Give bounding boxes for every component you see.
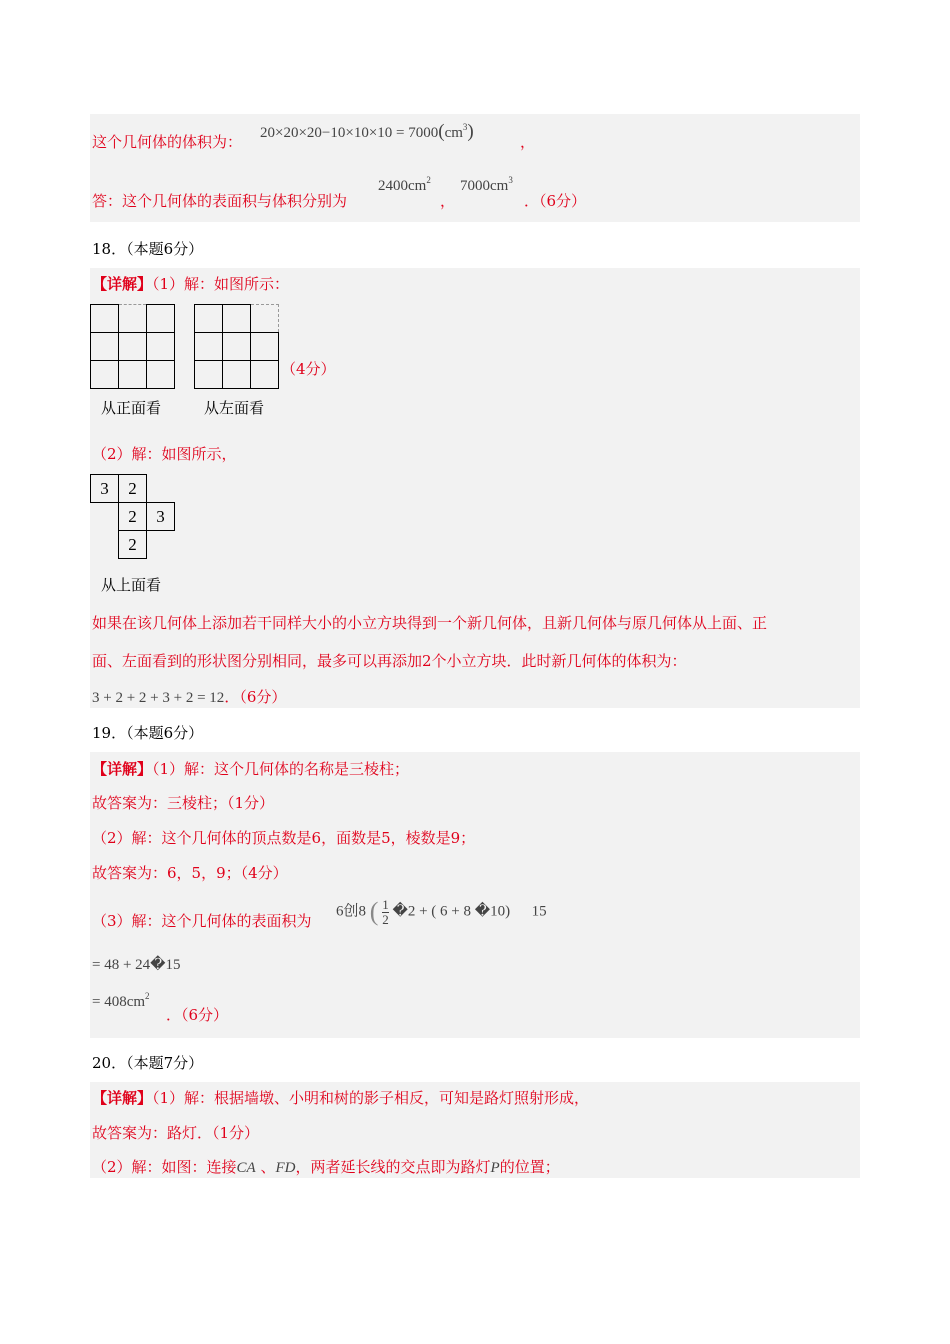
top-view-cell: 2 — [119, 475, 147, 503]
q19-part2: （2）解：这个几何体的顶点数是6，面数是5，棱数是9； — [92, 829, 476, 847]
q17-answer-label: 答：这个几何体的表面积与体积分别为 — [92, 192, 348, 210]
q19-area-step2: = 48 + 24�15 — [92, 957, 181, 973]
q19-area-expression: 6创8 ( $\frac{1}{2}$ �2 + ( 6 + 8 �10) 15 — [336, 896, 547, 927]
top-view-cell: 2 — [119, 531, 147, 559]
q18-text-line2: 面、左面看到的形状图分别相同，最多可以再添加2个小立方块．此时新几何体的体积为： — [92, 652, 687, 670]
q18-part1-score: （4分） — [281, 360, 336, 378]
q18-heading: 18．（本题6分） — [92, 240, 204, 258]
top-view-cell: 3 — [91, 475, 119, 503]
q17-area-value: $2400cm^2$ — [378, 175, 431, 194]
q20-part1 — [92, 1087, 589, 1108]
q18-detail-tag: 【详解】 — [92, 275, 153, 293]
q19-heading: 19．（本题6分） — [92, 724, 204, 742]
q19-answer2: 故答案为：6，5，9；（4分） — [92, 864, 288, 882]
q20-part1-text: （1）解：根据墙墩、小明和树的影子相反，可知是路灯照射形成， — [152, 1089, 590, 1107]
q17-volume-value: $7000cm^3$ — [460, 175, 513, 194]
left-view-caption: 从左面看 — [204, 399, 265, 417]
q19-part1-text: （1）解：这个几何体的名称是三棱柱； — [152, 760, 410, 778]
q18-text-line1: 如果在该几何体上添加若干同样大小的小立方块得到一个新几何体，且新几何体与原几何体从上面、正 — [92, 614, 768, 632]
q20-detail-tag: 【详解】 — [92, 1089, 153, 1107]
q19-part1 — [92, 758, 409, 779]
top-view-cell: 2 — [119, 503, 147, 531]
q19-score: ．（6分） — [166, 1006, 229, 1024]
q18-part1 — [92, 273, 289, 294]
q18-part2: （2）解：如图所示， — [92, 445, 237, 463]
top-view-grid — [90, 474, 175, 559]
top-view-cell: 3 — [147, 503, 175, 531]
q19-answer1: 故答案为：三棱柱；（1分） — [92, 794, 275, 812]
q17-volume-label: 这个几何体的体积为： — [92, 133, 243, 151]
q17-volume-expression: $20\times 20\times 20-10\times 10\times 10 = 7000(cm^3)$ — [260, 121, 474, 142]
front-view-grid — [90, 304, 175, 389]
left-view-grid — [194, 304, 279, 389]
q17-comma: ， — [440, 192, 456, 210]
q20-heading: 20．（本题7分） — [92, 1054, 204, 1072]
q17-score: ．（6分） — [524, 192, 587, 210]
q20-answer1: 故答案为：路灯．（1分） — [92, 1124, 260, 1142]
q20-part2: （2）解：如图：连接CA 、FD，两者延长线的交点即为路灯P的位置； — [92, 1158, 560, 1176]
front-view-caption: 从正面看 — [101, 399, 162, 417]
q19-part3: （3）解：这个几何体的表面积为 — [92, 912, 312, 930]
q19-area-result: = $408cm^2$ — [92, 991, 150, 1010]
top-view-caption: 从上面看 — [101, 576, 162, 594]
q19-detail-tag: 【详解】 — [92, 760, 153, 778]
q18-part1-text: （1）解：如图所示： — [152, 275, 290, 293]
q18-calculation: 3 + 2 + 2 + 3 + 2 = 12．（6分） — [92, 688, 287, 706]
q17-volume-tail: ， — [520, 133, 536, 151]
